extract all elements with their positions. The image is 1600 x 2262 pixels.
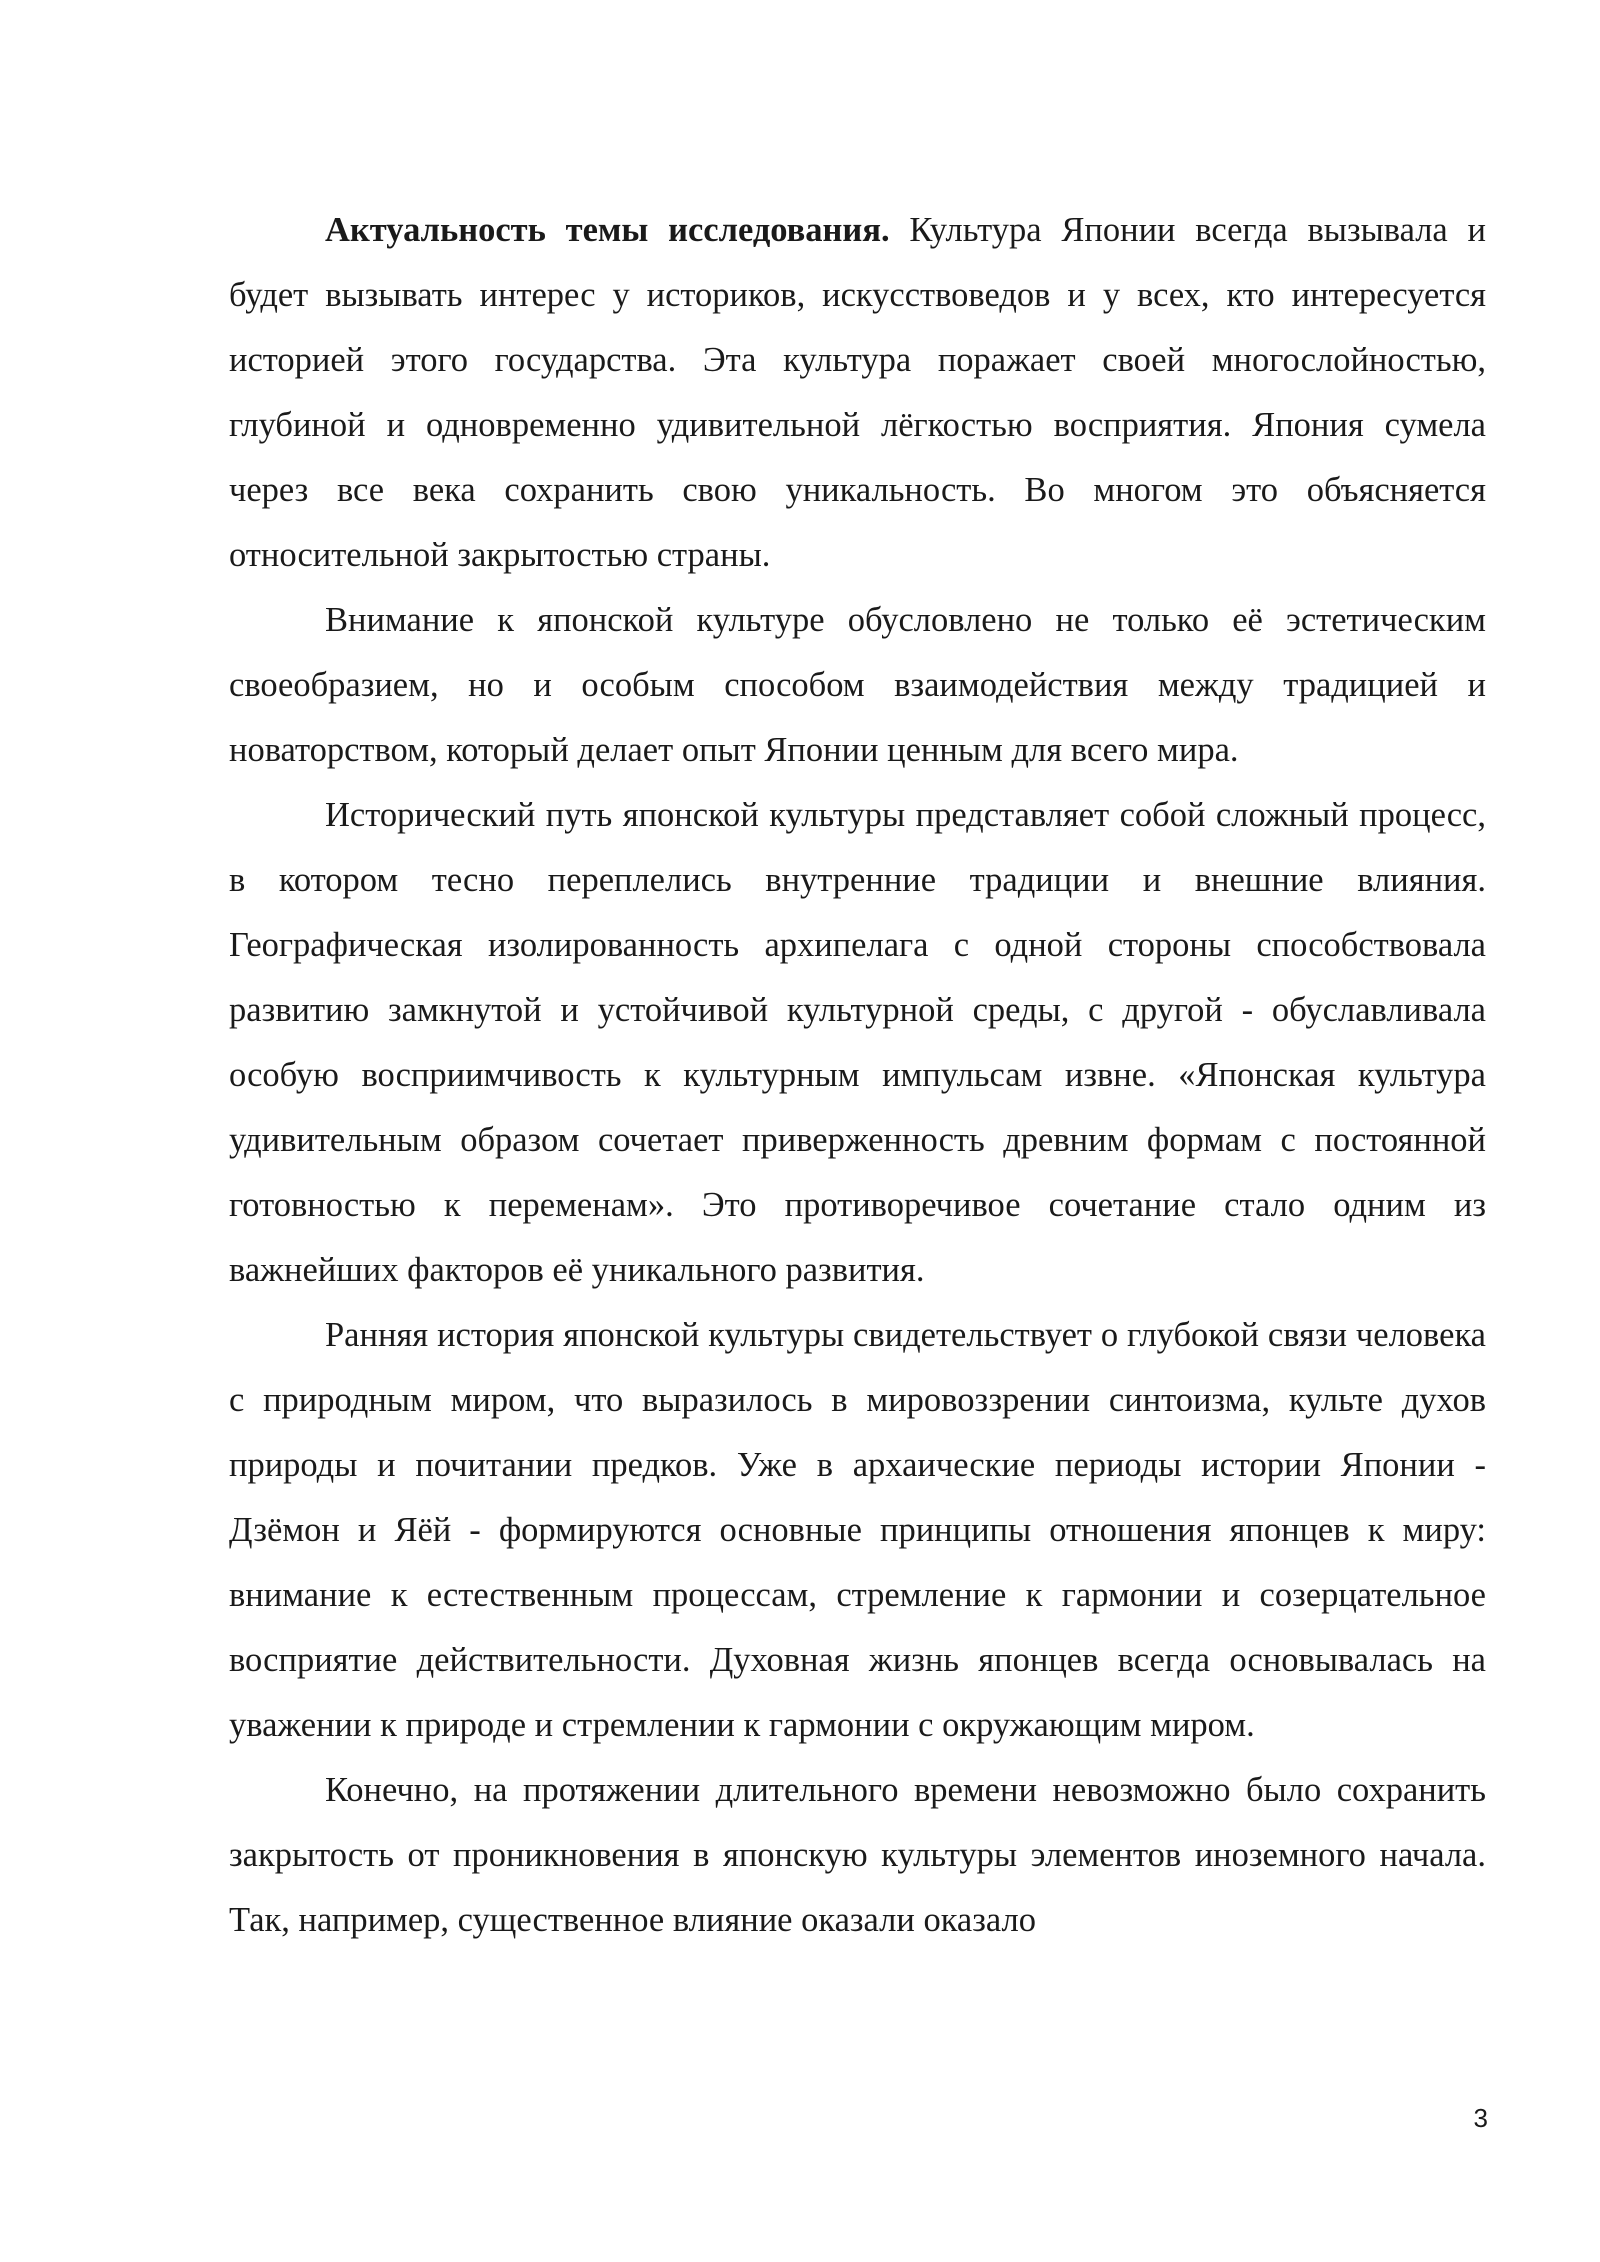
paragraph-text: Внимание к японской культуре обусловлено не только её эстетическим своеобразием, но и особым способом взаимодействия между традицией и новаторством, который делает опыт Японии ценным для всего мира. (229, 601, 1486, 769)
page-number: 3 (1473, 2103, 1488, 2133)
paragraph-text: Исторический путь японской культуры представляет собой сложный процесс, в котором тесно переплелись внутренние традиции и внешние влияния. Географическая изолированность архипелага с одной стороны способствовала развитию замкнутой и устойчивой культурной среды, с другой - обуславливала особую восприимчивость к культурным импульсам извне. «Японская культура удивительным образом сочетает приверженность древним формам с постоянной готовностью к переменам». Это противоречивое сочетание стало одним из важнейших факторов её уникального развития. (229, 796, 1486, 1289)
paragraph-early-history (229, 1303, 1486, 1758)
section-lead-heading: Актуальность темы исследования. (325, 211, 890, 249)
paragraph-text: Ранняя история японской культуры свидетельствует о глубокой связи человека с природным миром, что выразилось в мировоззрении синтоизма, культе духов природы и почитании предков. Уже в архаические периоды истории Японии - Дзёмон и Яёй - формируются основные принципы отношения японцев к миру: внимание к естественным процессам, стремление к гармонии и созерцательное восприятие действительности. Духовная жизнь японцев всегда основывалась на уважении к природе и стремлении к гармонии с окружающим миром. (229, 1316, 1486, 1744)
paragraph-text: Конечно, на протяжении длительного времени невозможно было сохранить закрытость от проникновения в японскую культуры элементов иноземного начала. Так, например, существенное влияние оказали оказало (229, 1771, 1486, 1939)
body-text (229, 198, 1486, 1953)
paragraph-foreign-influence (229, 1758, 1486, 1953)
paragraph-historical-path (229, 783, 1486, 1303)
paragraph-relevance (229, 198, 1486, 588)
paragraph-text: Культура Японии всегда вызывала и будет вызывать интерес у историков, искусствоведов и у всех, кто интересуется историей этого государства. Эта культура поражает своей многослойностью, глубиной и одновременно удивительной лёгкостью восприятия. Япония сумела через все века сохранить свою уникальность. Во многом это объясняется относительной закрытостью страны. (229, 211, 1486, 574)
paragraph-attention (229, 588, 1486, 783)
